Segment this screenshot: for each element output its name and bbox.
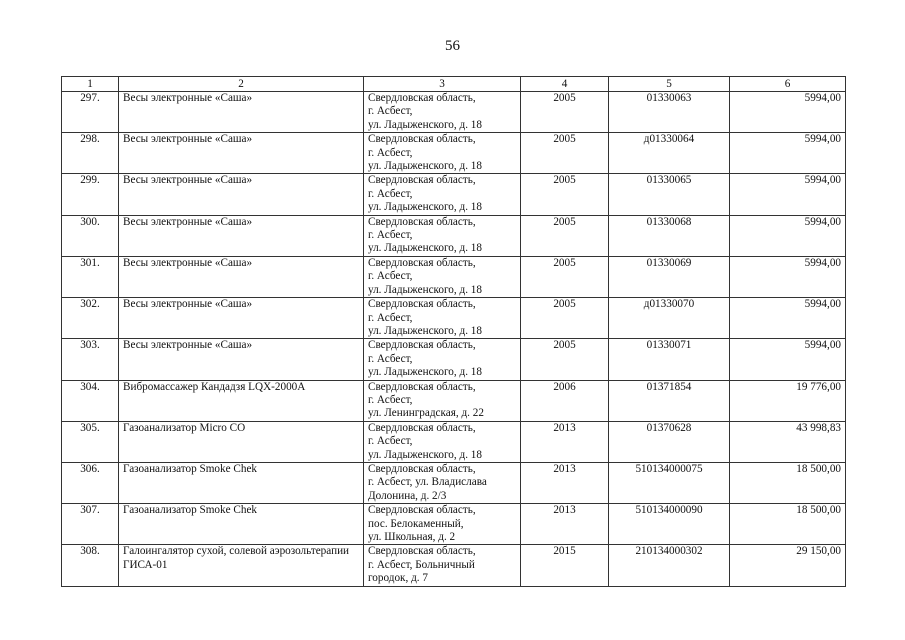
- item-address: [364, 339, 521, 380]
- item-address: [364, 380, 521, 421]
- address-line: Свердловская область,: [368, 545, 476, 558]
- address-line: ул. Школьная, д. 2: [368, 531, 456, 543]
- address-line: ул. Ладыженского, д. 18: [368, 242, 482, 255]
- row-number: 306.: [62, 462, 119, 503]
- address-line: ул. Ленинградская, д. 22: [368, 407, 484, 420]
- address-line: ул. Ладыженского, д. 18: [368, 118, 482, 131]
- address-line: г. Асбест,: [368, 352, 413, 365]
- inventory-number: 01330068: [609, 215, 730, 256]
- inventory-number: 01330069: [609, 256, 730, 297]
- item-name: Весы электронные «Саша»: [119, 256, 364, 297]
- address-line: Свердловская область,: [368, 215, 476, 228]
- item-year: 2013: [521, 504, 609, 545]
- item-address: [364, 256, 521, 297]
- column-header: 1: [62, 77, 119, 92]
- row-number: 303.: [62, 339, 119, 380]
- address-line: г. Асбест,: [368, 393, 413, 406]
- address-line: г. Асбест,: [368, 435, 413, 448]
- inventory-number: 01330071: [609, 339, 730, 380]
- address-line: Свердловская область,: [368, 339, 476, 352]
- item-name: Весы электронные «Саша»: [119, 215, 364, 256]
- item-address: [364, 545, 521, 586]
- row-number: 308.: [62, 545, 119, 586]
- address-line: г. Асбест,: [368, 187, 413, 200]
- address-line: Свердловская область,: [368, 380, 476, 393]
- address-line: г. Асбест,: [368, 270, 413, 283]
- row-number: 302.: [62, 298, 119, 339]
- address-line: г. Асбест, Больничный: [368, 558, 475, 571]
- item-name: Весы электронные «Саша»: [119, 92, 364, 133]
- item-name: Вибромассажер Кандадзя LQX-2000A: [119, 380, 364, 421]
- inventory-number: 510134000090: [609, 504, 730, 545]
- address-line: Свердловская область,: [368, 298, 476, 311]
- item-year: 2015: [521, 545, 609, 586]
- inventory-number: 01371854: [609, 380, 730, 421]
- item-name: Весы электронные «Саша»: [119, 339, 364, 380]
- item-address: [364, 92, 521, 133]
- item-address: [364, 174, 521, 215]
- item-year: 2005: [521, 133, 609, 174]
- column-header: 2: [119, 77, 364, 92]
- column-header: 6: [730, 77, 846, 92]
- address-line: ул. Ладыженского, д. 18: [368, 283, 482, 296]
- item-year: 2005: [521, 215, 609, 256]
- table-row: [62, 421, 846, 462]
- item-price: 5994,00: [730, 298, 846, 339]
- header-row: [62, 77, 846, 92]
- row-number: 307.: [62, 504, 119, 545]
- item-year: 2006: [521, 380, 609, 421]
- item-price: 5994,00: [730, 92, 846, 133]
- item-price: 18 500,00: [730, 504, 846, 545]
- row-number: 297.: [62, 92, 119, 133]
- item-year: 2005: [521, 339, 609, 380]
- address-line: Свердловская область,: [368, 256, 476, 269]
- inventory-number: 01330065: [609, 174, 730, 215]
- table-row: [62, 545, 846, 586]
- item-name: Весы электронные «Саша»: [119, 133, 364, 174]
- item-year: 2005: [521, 92, 609, 133]
- table-row: [62, 504, 846, 545]
- address-line: Свердловская область,: [368, 421, 476, 434]
- inventory-table: [61, 76, 846, 587]
- item-address: [364, 421, 521, 462]
- address-line: ул. Ладыженского, д. 18: [368, 160, 482, 173]
- address-line: ул. Ладыженского, д. 18: [368, 366, 482, 379]
- table-row: [62, 92, 846, 133]
- item-year: 2013: [521, 462, 609, 503]
- address-line: г. Асбест,: [368, 229, 413, 242]
- address-line: Свердловская область,: [368, 174, 476, 187]
- address-line: ул. Ладыженского, д. 18: [368, 201, 482, 214]
- item-price: 5994,00: [730, 339, 846, 380]
- item-address: [364, 504, 521, 545]
- item-address: [364, 215, 521, 256]
- address-line: ул. Ладыженского, д. 18: [368, 324, 482, 337]
- table-row: [62, 133, 846, 174]
- item-address: [364, 462, 521, 503]
- address-line: пос. Белокаменный,: [368, 517, 464, 530]
- table-row: [62, 462, 846, 503]
- page-number: 56: [445, 38, 460, 54]
- column-header: 3: [364, 77, 521, 92]
- item-year: 2005: [521, 174, 609, 215]
- item-name: Газоанализатор Micro CO: [119, 421, 364, 462]
- table-row: [62, 380, 846, 421]
- table-row: [62, 298, 846, 339]
- address-line: Свердловская область,: [368, 462, 476, 475]
- item-price: 5994,00: [730, 133, 846, 174]
- address-line: Свердловская область,: [368, 92, 476, 104]
- item-year: 2013: [521, 421, 609, 462]
- inventory-number: 01370628: [609, 421, 730, 462]
- inventory-number: 510134000075: [609, 462, 730, 503]
- inventory-number: д01330070: [609, 298, 730, 339]
- address-line: г. Асбест,: [368, 146, 413, 159]
- item-name: Весы электронные «Саша»: [119, 174, 364, 215]
- address-line: городок, д. 7: [368, 572, 428, 585]
- column-header: 4: [521, 77, 609, 92]
- table-row: [62, 339, 846, 380]
- address-line: Свердловская область,: [368, 504, 476, 517]
- table-row: [62, 174, 846, 215]
- address-line: Долонина, д. 2/3: [368, 489, 447, 502]
- item-price: 5994,00: [730, 174, 846, 215]
- row-number: 301.: [62, 256, 119, 297]
- item-price: 43 998,83: [730, 421, 846, 462]
- address-line: Свердловская область,: [368, 133, 476, 146]
- item-year: 2005: [521, 298, 609, 339]
- item-name: Весы электронные «Саша»: [119, 298, 364, 339]
- row-number: 305.: [62, 421, 119, 462]
- item-name: Газоанализатор Smoke Chek: [119, 462, 364, 503]
- inventory-number: д01330064: [609, 133, 730, 174]
- table-row: [62, 215, 846, 256]
- item-address: [364, 298, 521, 339]
- row-number: 299.: [62, 174, 119, 215]
- item-price: 5994,00: [730, 215, 846, 256]
- address-line: г. Асбест,: [368, 105, 413, 118]
- row-number: 298.: [62, 133, 119, 174]
- item-name: Галоингалятор сухой, солевой аэрозольтерапии ГИСА-01: [119, 545, 364, 586]
- row-number: 300.: [62, 215, 119, 256]
- item-year: 2005: [521, 256, 609, 297]
- inventory-number: 210134000302: [609, 545, 730, 586]
- inventory-number: 01330063: [609, 92, 730, 133]
- address-line: г. Асбест,: [368, 311, 413, 324]
- item-name: Газоанализатор Smoke Chek: [119, 504, 364, 545]
- item-price: 5994,00: [730, 256, 846, 297]
- address-line: ул. Ладыженского, д. 18: [368, 448, 482, 461]
- item-address: [364, 133, 521, 174]
- address-line: г. Асбест, ул. Владислава: [368, 476, 487, 489]
- table-row: [62, 256, 846, 297]
- item-price: 29 150,00: [730, 545, 846, 586]
- item-price: 18 500,00: [730, 462, 846, 503]
- row-number: 304.: [62, 380, 119, 421]
- item-price: 19 776,00: [730, 380, 846, 421]
- column-header: 5: [609, 77, 730, 92]
